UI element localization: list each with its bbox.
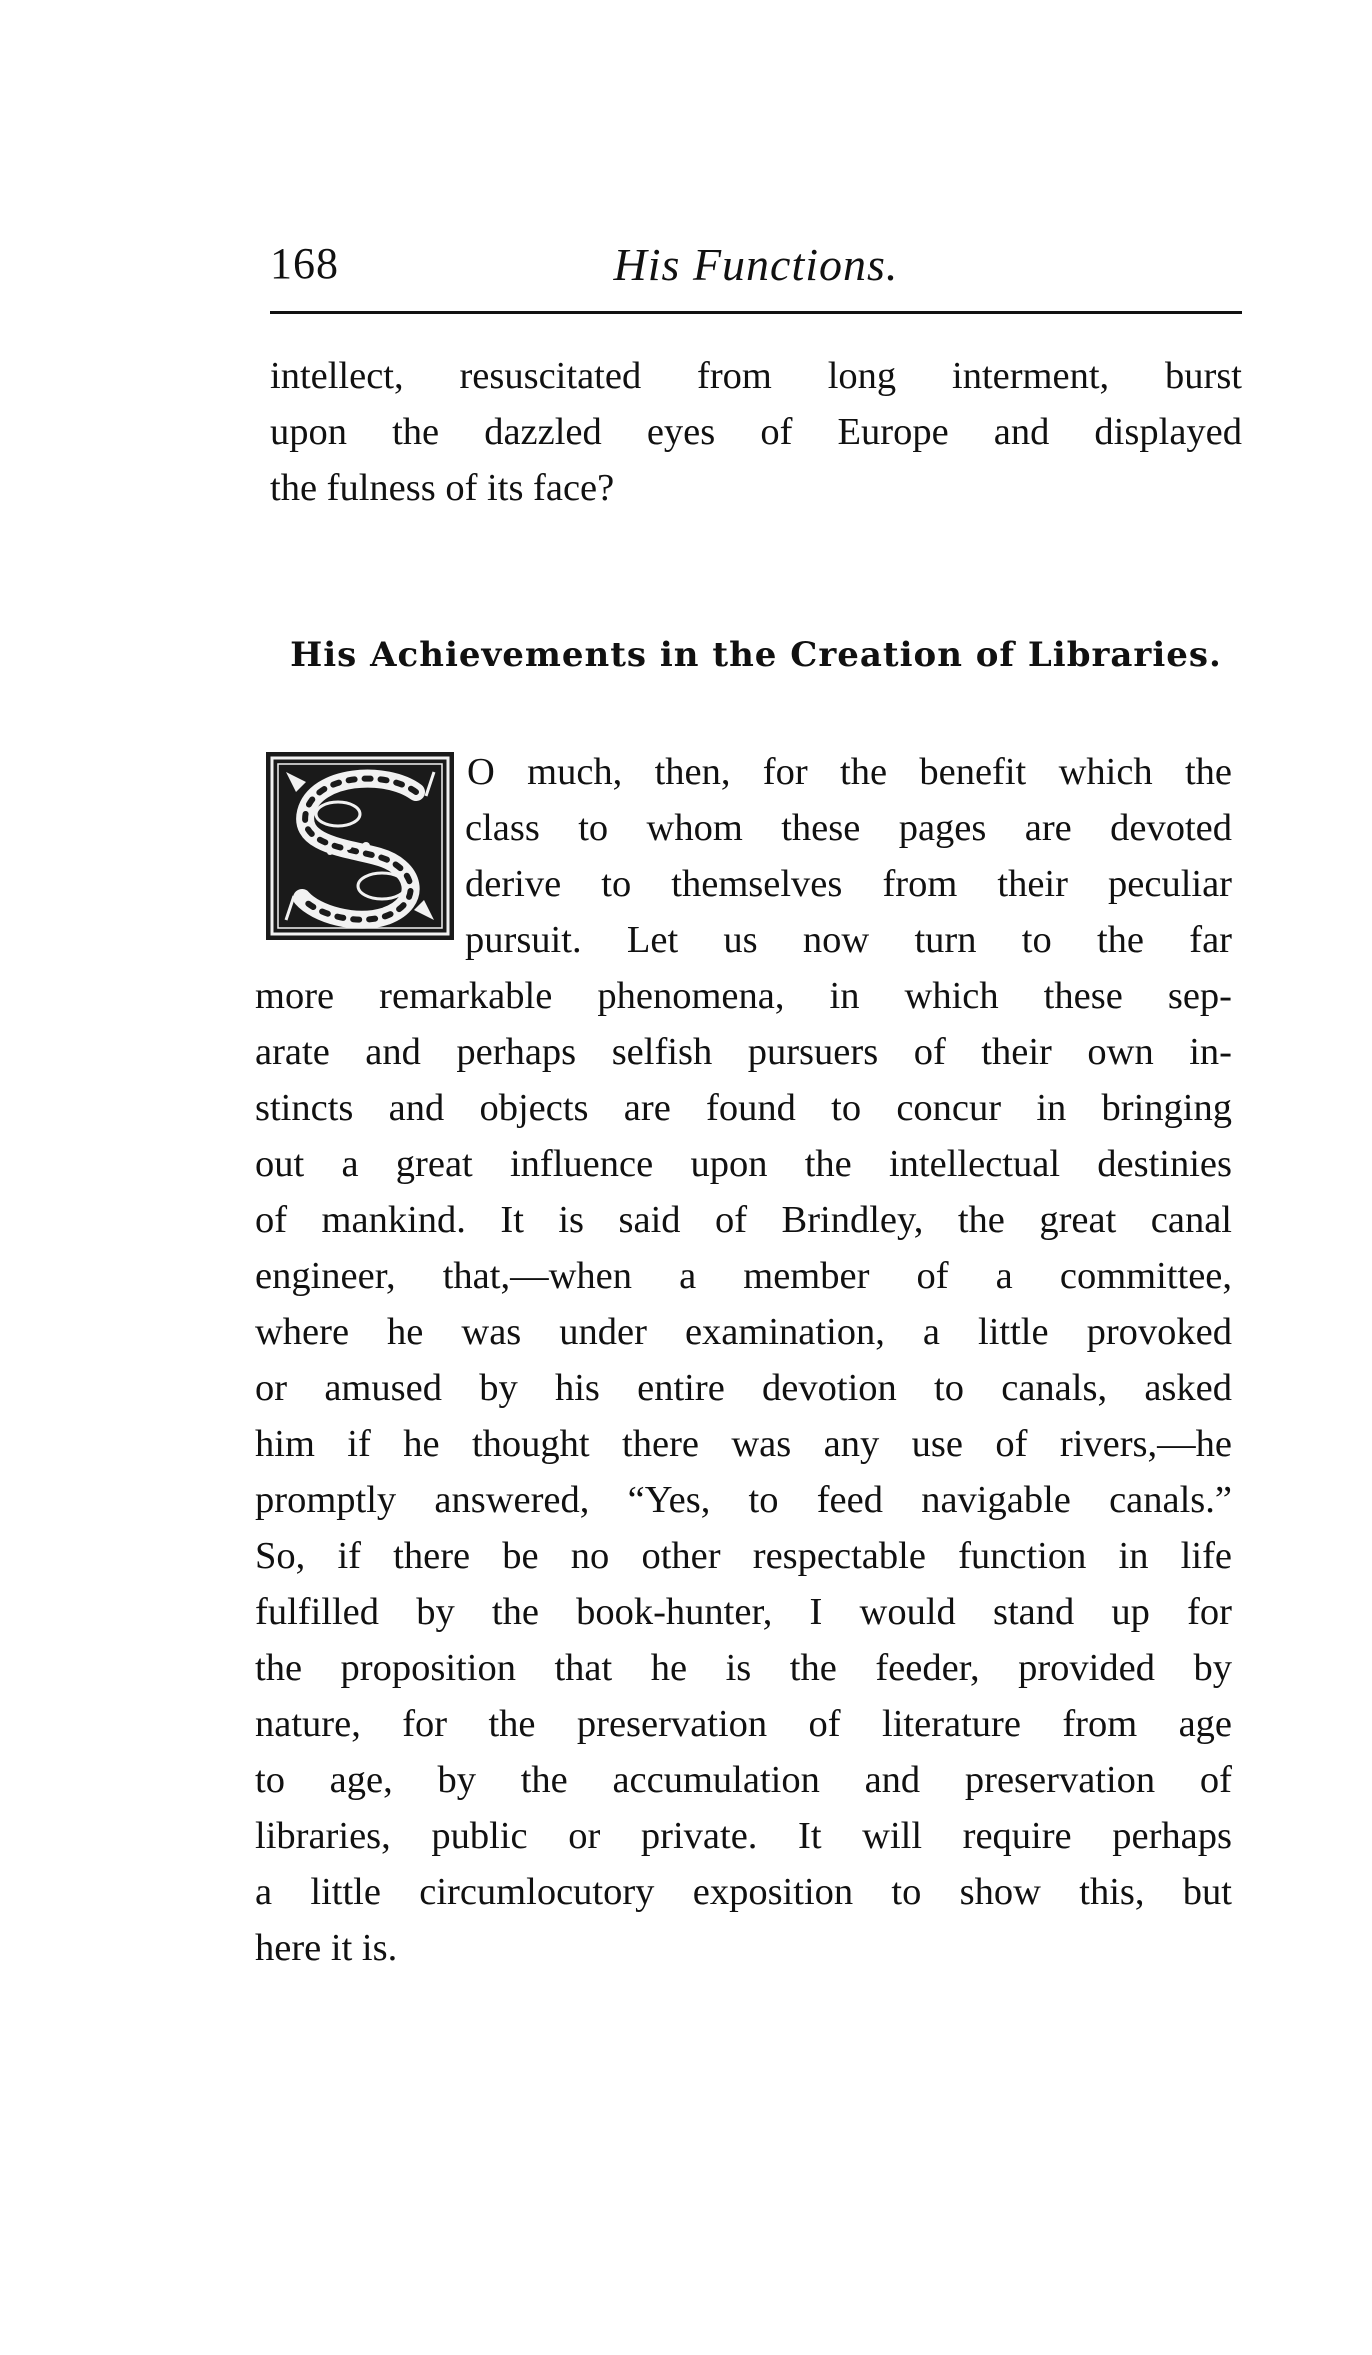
text-line: promptly answered, “Yes, to feed navigable canals.” [255,1479,1232,1521]
text-line: to age, by the accumulation and preservation of [255,1759,1232,1801]
text-line: him if he thought there was any use of rivers,—he [255,1423,1232,1465]
text-line: a little circumlocutory exposition to show this, but [255,1871,1232,1913]
text-line: the proposition that he is the feeder, provided by [255,1647,1232,1689]
text-line: intellect, resuscitated from long interment, burst [270,355,1242,397]
text-line: fulfilled by the book-hunter, I would stand up for [255,1591,1232,1633]
text-line: derive to themselves from their peculiar [465,863,1232,905]
text-line: class to whom these pages are devoted [465,807,1232,849]
page-number: 168 [270,239,339,288]
text-line: So, if there be no other respectable function in life [255,1535,1232,1577]
text-line: or amused by his entire devotion to canals, asked [255,1367,1232,1409]
intro-paragraph [270,348,1242,516]
text-line: out a great influence upon the intellectual destinies [255,1143,1232,1185]
text-line: nature, for the preservation of literature from age [255,1703,1232,1745]
text-line: O much, then, for the benefit which the [467,751,1232,793]
text-line: where he was under examination, a little provoked [255,1311,1232,1353]
header-rule [270,311,1242,314]
text-line: libraries, public or private. It will require perhaps [255,1815,1232,1857]
running-title: His Functions. [613,239,899,290]
text-line: more remarkable phenomena, in which these sep- [255,975,1232,1017]
text-line: of mankind. It is said of Brindley, the great canal [255,1199,1232,1241]
text-line: upon the dazzled eyes of Europe and displayed [270,411,1242,453]
section-paragraph [255,744,1232,1976]
text-line: here it is. [255,1927,398,1969]
text-line: arate and perhaps selfish pursuers of their own in- [255,1031,1232,1073]
text-line: the fulness of its face? [270,467,615,509]
page-header [270,238,1242,298]
text-line: pursuit. Let us now turn to the far [465,919,1232,961]
text-line: engineer, that,—when a member of a committee, [255,1255,1232,1297]
text-line: stincts and objects are found to concur in bringing [255,1087,1232,1129]
section-heading: His Achievements in the Creation of Libraries. [290,635,1222,675]
